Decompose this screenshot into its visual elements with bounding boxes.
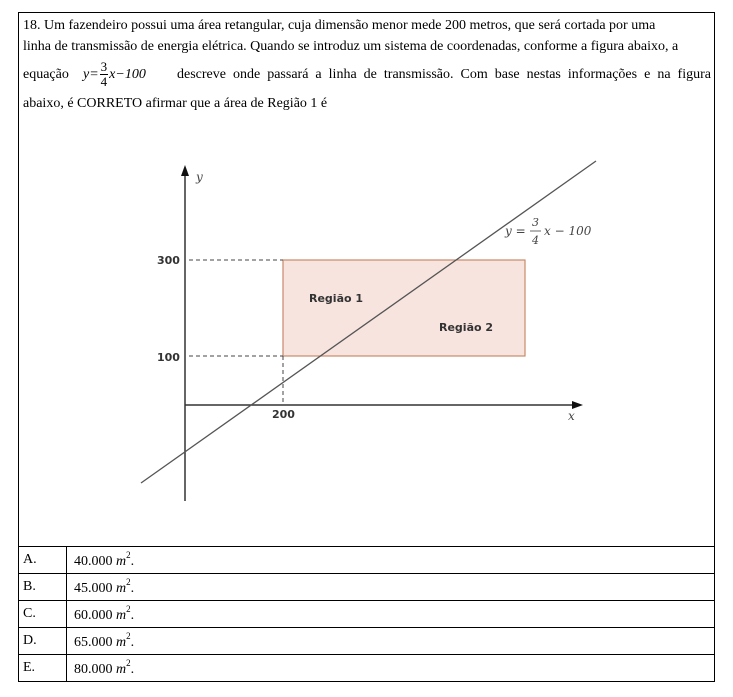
answer-period: . [130, 635, 135, 650]
answer-option-a[interactable] [19, 547, 715, 574]
question-line-2: linha de transmissão de energia elétrica. Quando se introduz um sistema de coordenadas, conforme a figura abaixo, a [23, 39, 679, 54]
region-2-label: Região 2 [439, 321, 494, 334]
answer-letter: E. [19, 655, 67, 682]
answer-unit: m [116, 581, 127, 596]
line-label-lhs: y = [505, 224, 526, 238]
answer-letter: B. [19, 574, 67, 601]
answer-number: 80.000 [74, 662, 113, 677]
answer-period: . [130, 662, 135, 677]
question-line-1: 18. Um fazendeiro possui uma área retangular, cuja dimensão menor mede 200 metros, que será cortada por uma [23, 18, 656, 33]
answer-unit: m [116, 635, 127, 650]
equation-lhs: y= [83, 67, 99, 82]
question-card [18, 12, 715, 687]
y-tick-300: 300 [157, 254, 180, 267]
answer-number: 65.000 [74, 635, 113, 650]
answer-exponent: 2 [126, 604, 131, 614]
x-axis-arrow-icon [572, 401, 583, 409]
x-tick-200: 200 [272, 408, 295, 421]
answer-letter: A. [19, 547, 67, 574]
line-label-denominator: 4 [532, 234, 539, 247]
question-line-3-post: descreve onde passará a linha de transmissão. Com base nestas informações e na figura [177, 67, 711, 82]
answer-period: . [130, 581, 135, 596]
y-axis-arrow-icon [181, 165, 189, 176]
answer-number: 60.000 [74, 608, 113, 623]
transmission-line [141, 161, 596, 483]
question-line-3-pre: equação [23, 67, 69, 82]
answer-letter: D. [19, 628, 67, 655]
question-line-4: abaixo, é CORRETO afirmar que a área de Região 1 é [23, 96, 328, 111]
answer-number: 40.000 [74, 554, 113, 569]
answer-exponent: 2 [126, 631, 131, 641]
answer-exponent: 2 [126, 577, 131, 587]
y-tick-100: 100 [157, 351, 180, 364]
answer-value [67, 601, 715, 628]
answer-unit: m [116, 608, 127, 623]
answer-option-d[interactable] [19, 628, 715, 655]
region-1-label: Região 1 [309, 292, 364, 305]
line-label-numerator: 3 [532, 216, 539, 229]
equation-denominator: 4 [100, 74, 108, 90]
y-axis-label: y [196, 170, 203, 184]
answer-unit: m [116, 662, 127, 677]
answer-exponent: 2 [126, 658, 131, 668]
x-axis-label: x [568, 409, 575, 423]
answer-value [67, 655, 715, 682]
area-rectangle [283, 260, 525, 356]
question-box [18, 12, 715, 547]
answer-exponent: 2 [126, 550, 131, 560]
answer-value [67, 574, 715, 601]
answer-option-e[interactable] [19, 655, 715, 682]
answer-options [18, 546, 715, 682]
answer-option-c[interactable] [19, 601, 715, 628]
equation-rhs: x−100 [109, 67, 146, 82]
answer-number: 45.000 [74, 581, 113, 596]
answer-unit: m [116, 554, 127, 569]
equation-numerator: 3 [100, 59, 108, 75]
line-label-rhs: x − 100 [544, 224, 592, 238]
answer-value [67, 628, 715, 655]
answer-period: . [130, 608, 135, 623]
answer-period: . [130, 554, 135, 569]
answer-option-b[interactable] [19, 574, 715, 601]
answer-value [67, 547, 715, 574]
answer-letter: C. [19, 601, 67, 628]
coordinate-figure [19, 13, 714, 546]
